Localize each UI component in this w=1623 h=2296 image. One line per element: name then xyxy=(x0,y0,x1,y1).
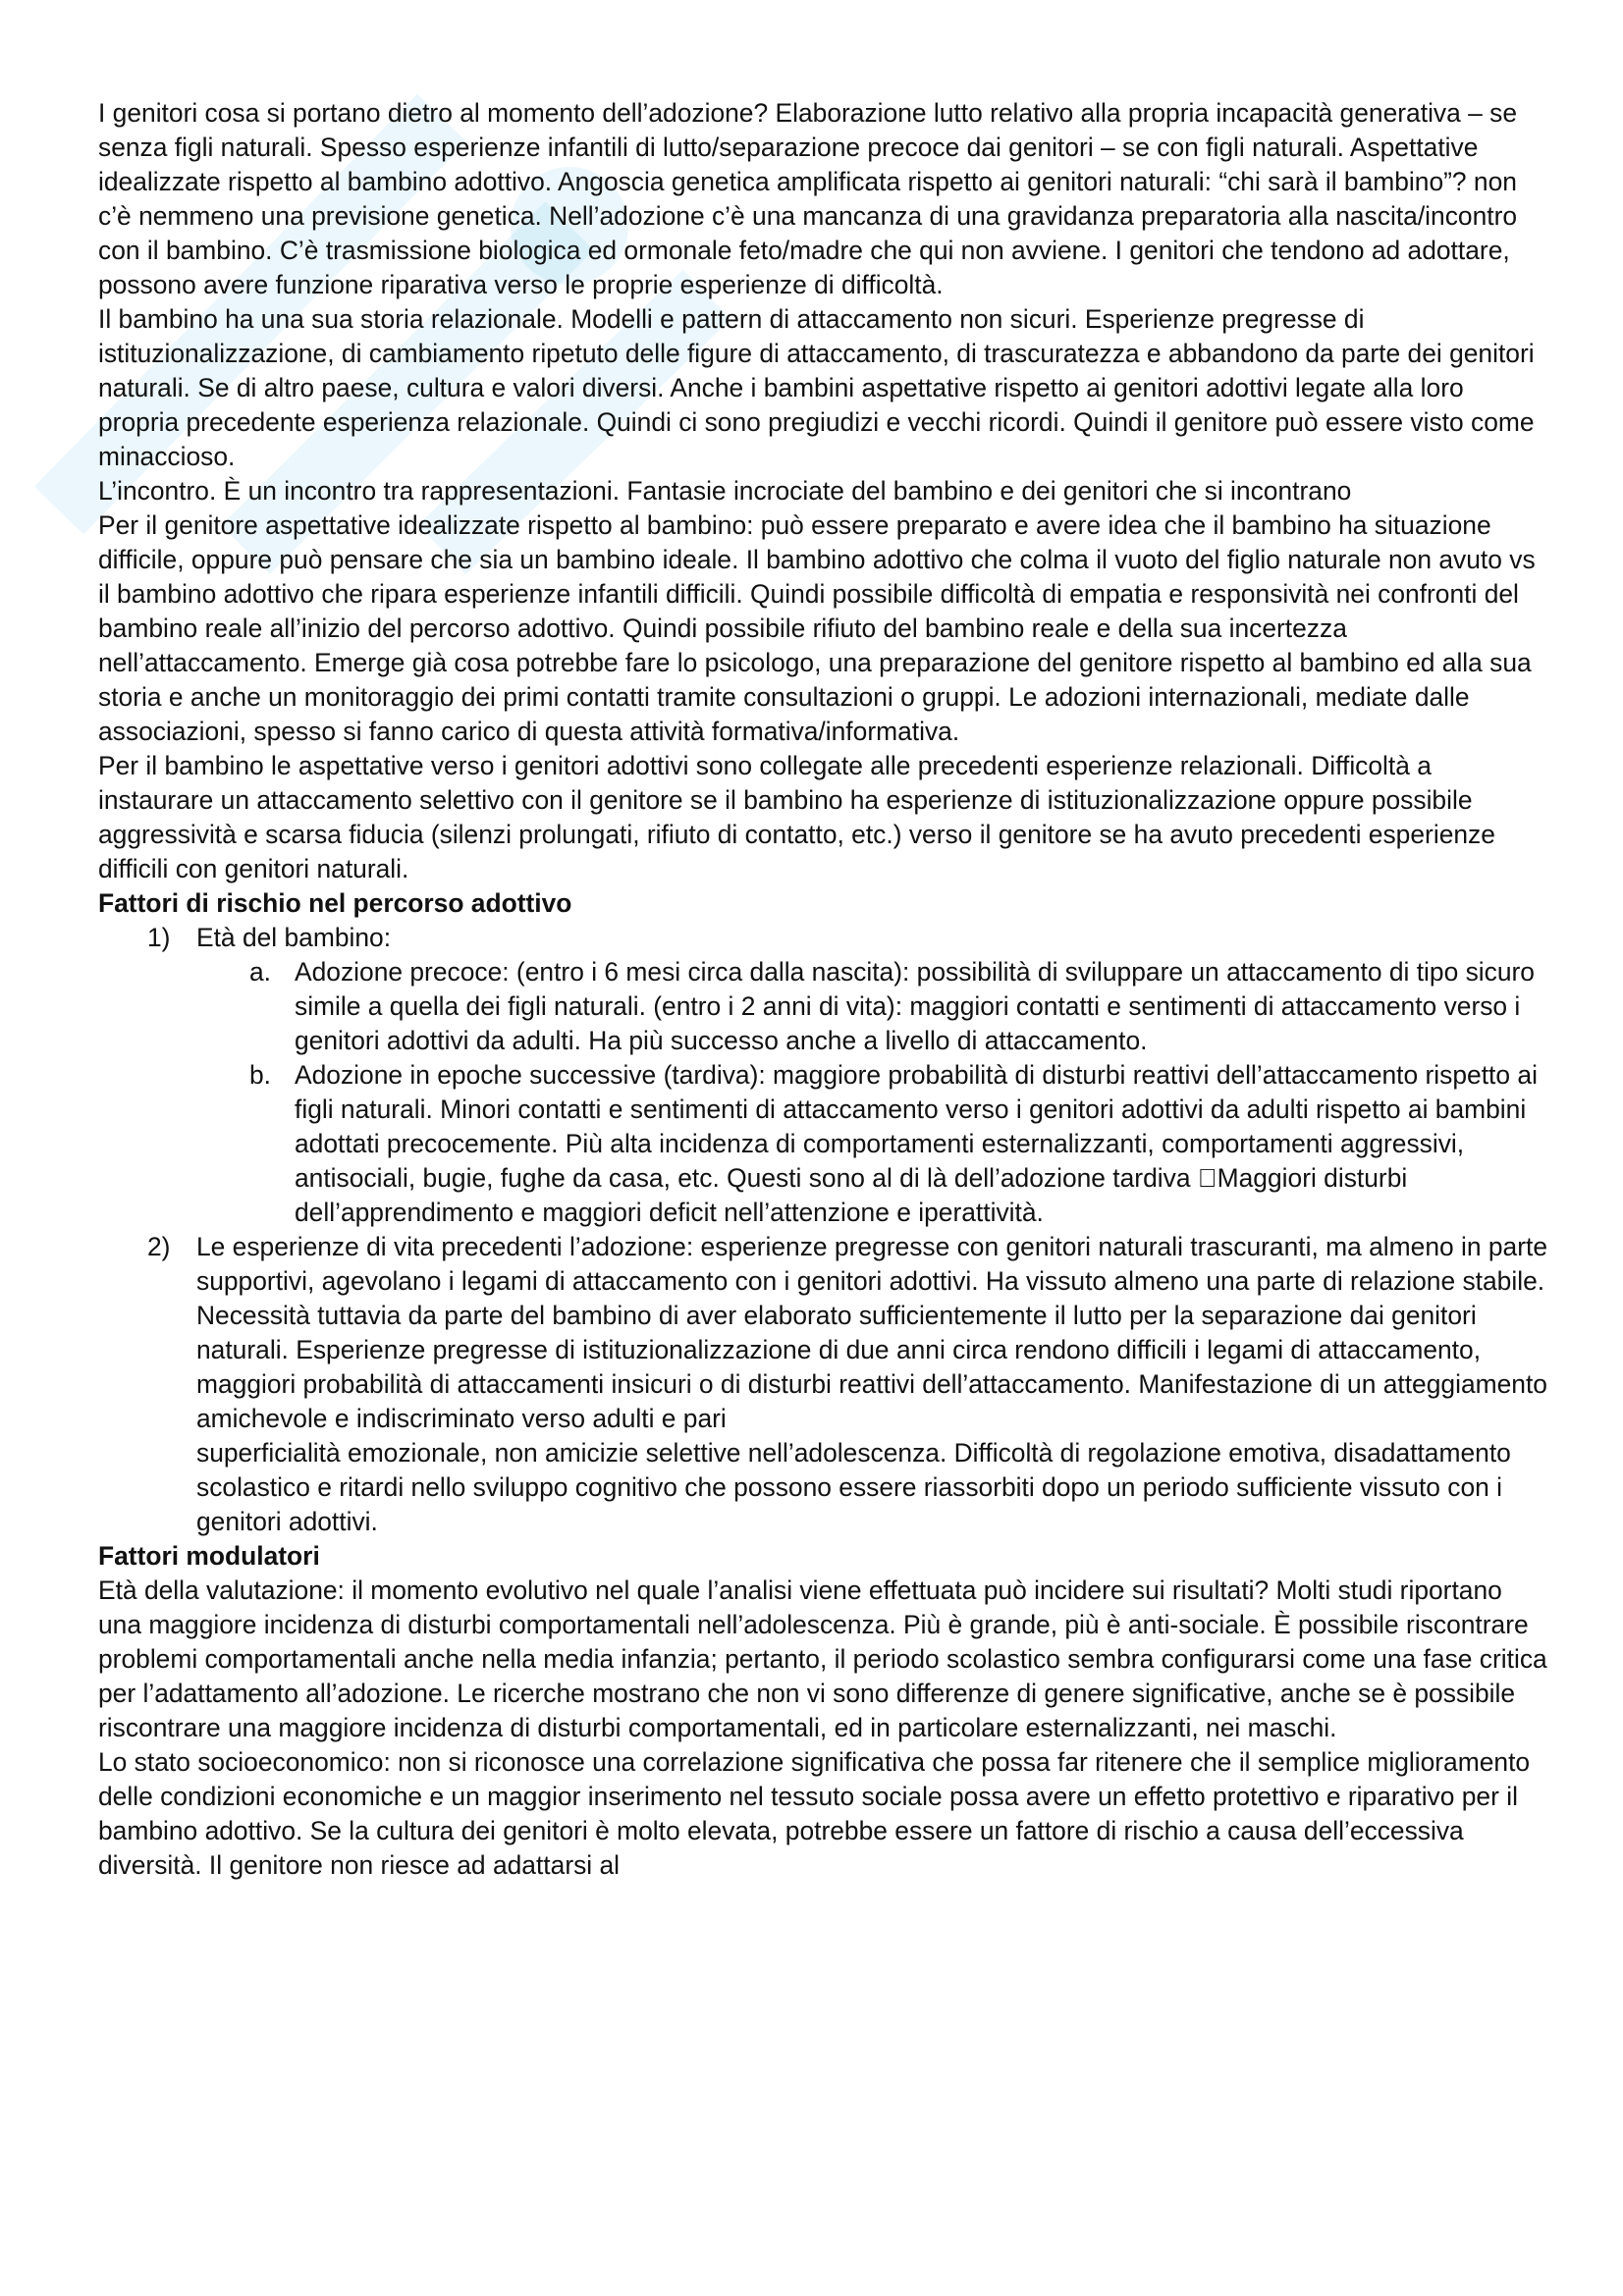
list-item-text: Le esperienze di vita precedenti l’adozione: esperienze pregresse con genitori naturali trascuranti, ma almeno in parte supportivi, agevolano i legami di attaccamento con i genitori adottivi. Ha vissuto almeno una parte di relazione stabile. Necessità tuttavia da parte del bambino di aver elaborato sufficientemente il lutto per la separazione dai genitori naturali. Esperienze pregresse di istituzionalizzazione di due anni circa rendono difficili i legami di attaccamento, maggiori probabilità di attaccamenti insicuri o di disturbi reattivi dell’attaccamento. Manifestazione di un atteggiamento amichevole e indiscriminato verso adulti e pari xyxy=(196,1232,1548,1433)
sublist-item xyxy=(98,1058,1551,1230)
paragraph-parent-expectations: Per il genitore aspettative idealizzate rispetto al bambino: può essere preparato e avere idea che il bambino ha situazione difficile, oppure può pensare che sia un bambino ideale. Il bambino adottivo che colma il vuoto del figlio naturale non avuto vs il bambino adottivo che ripara esperienze infantili difficili. Quindi possibile difficoltà di empatia e responsività nei confronti del bambino reale all’inizio del percorso adottivo. Quindi possibile rifiuto del bambino reale e della sua incertezza nell’attaccamento. Emerge già cosa potrebbe fare lo psicologo, una preparazione del genitore rispetto al bambino ed alla sua storia e anche un monitoraggio dei primi contatti tramite consultazioni o gruppi. Le adozioni internazionali, mediate dalle associazioni, spesso si fanno carico di questa attività formativa/informativa. xyxy=(98,510,1536,746)
heading-risk-factors: Fattori di rischio nel percorso adottivo xyxy=(98,888,572,918)
paragraph-encounter: L’incontro. È un incontro tra rappresentazioni. Fantasie incrociate del bambino e dei genitori che si incontrano xyxy=(98,476,1352,506)
list-marker: a. xyxy=(249,957,272,987)
sublist-item xyxy=(98,955,1551,1058)
heading-modulating-factors: Fattori modulatori xyxy=(98,1541,320,1571)
list-item-text-continued: superficialità emozionale, non amicizie selettive nell’adolescenza. Difficoltà di regolazione emotiva, disadattamento scolastico e ritardi nello sviluppo cognitivo che possono essere riassorbiti dopo un periodo sufficiente vissuto con i genitori adottivi. xyxy=(196,1438,1511,1536)
sublist-item-text: Adozione in epoche successive (tardiva): maggiore probabilità di disturbi reattivi dell’attaccamento rispetto ai figli naturali. Minori contatti e sentimenti di attaccamento verso i genitori adottivi da adulti rispetto ai bambini adottati precocemente. Più alta incidenza di comportamenti esternalizzanti, comportamenti aggressivi, antisociali, bugie, fughe da casa, etc. Questi sono al di là dell’adozione tardiva Maggiori disturbi dell’apprendimento e maggiori deficit nell’attenzione e iperattività. xyxy=(295,1060,1538,1227)
paragraph-socioeconomic: Lo stato socioeconomico: non si riconosce una correlazione significativa che possa far ritenere che il semplice miglioramento delle condizioni economiche e un maggior inserimento nel tessuto sociale possa avere un effetto protettivo e riparativo per il bambino adottivo. Se la cultura dei genitori è molto elevata, potrebbe essere un fattore di rischio a causa dell’eccessiva diversità. Il genitore non riesce ad adattarsi al xyxy=(98,1747,1531,1880)
paragraph-evaluation-age: Età della valutazione: il momento evolutivo nel quale l’analisi viene effettuata può incidere sui risultati? Molti studi riportano una maggiore incidenza di disturbi comportamentali nell’adolescenza. Più è grande, più è anti-sociale. È possibile riscontrare problemi comportamentali anche nella media infanzia; pertanto, il periodo scolastico sembra configurarsi come una fase critica per l’adattamento all’adozione. Le ricerche mostrano che non vi sono differenze di genere significative, anche se è possibile riscontrare una maggiore incidenza di disturbi comportamentali, ed in particolare esternalizzanti, nei maschi. xyxy=(98,1575,1547,1742)
paragraph-parents: I genitori cosa si portano dietro al momento dell’adozione? Elaborazione lutto relativo alla propria incapacità generativa – se senza figli naturali. Spesso esperienze infantili di lutto/separazione precoce dai genitori – se con figli naturali. Aspettative idealizzate rispetto al bambino adottivo. Angoscia genetica amplificata rispetto ai genitori naturali: “chi sarà il bambino”? non c’è nemmeno una previsione genetica. Nell’adozione c’è una mancanza di una gravidanza preparatoria alla nascita/incontro con il bambino. C’è trasmissione biologica ed ormonale feto/madre che qui non avviene. I genitori che tendono ad adottare, possono avere funzione riparativa verso le proprie esperienze di difficoltà. xyxy=(98,98,1518,299)
paragraph-child-history: Il bambino ha una sua storia relazionale. Modelli e pattern di attaccamento non sicuri. Esperienze pregresse di istituzionalizzazione, di cambiamento ripetuto delle figure di attaccamento, di trascuratezza e abbandono da parte dei genitori naturali. Se di altro paese, cultura e valori diversi. Anche i bambini aspettative rispetto ai genitori adottivi legate alla loro propria precedente esperienza relazionale. Quindi ci sono pregiudizi e vecchi ricordi. Quindi il genitore può essere visto come minaccioso. xyxy=(98,304,1535,471)
list-item xyxy=(98,921,1551,1230)
document-page xyxy=(98,96,1551,1883)
age-sublist xyxy=(98,955,1551,1230)
sublist-item-text: Adozione precoce: (entro i 6 mesi circa dalla nascita): possibilità di sviluppare un attaccamento di tipo sicuro simile a quella dei figli naturali. (entro i 2 anni di vita): maggiori contatti e sentimenti di attaccamento verso i genitori adottivi da adulti. Ha più successo anche a livello di attaccamento. xyxy=(295,957,1535,1055)
list-item xyxy=(98,1230,1551,1539)
list-marker: 1) xyxy=(147,923,171,952)
paragraph-child-expectations: Per il bambino le aspettative verso i genitori adottivi sono collegate alle precedenti esperienze relazionali. Difficoltà a instaurare un attaccamento selettivo con il genitore se il bambino ha esperienze di istituzionalizzazione oppure possibile aggressività e scarsa fiducia (silenzi prolungati, rifiuto di contatto, etc.) verso il genitore se ha avuto precedenti esperienze difficili con genitori naturali. xyxy=(98,751,1495,883)
risk-factors-list xyxy=(98,921,1551,1539)
list-item-label: Età del bambino: xyxy=(196,923,392,952)
list-marker: 2) xyxy=(147,1232,171,1261)
list-marker: b. xyxy=(249,1060,272,1090)
